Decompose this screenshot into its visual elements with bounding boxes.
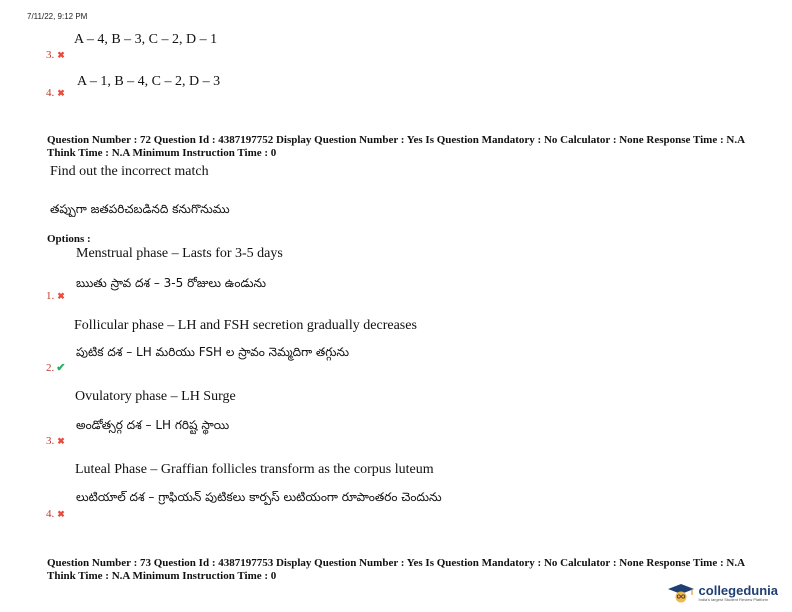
option-number: 4. <box>46 508 55 520</box>
option-number: 1. <box>46 290 55 302</box>
option-1-en: Menstrual phase – Lasts for 3-5 days <box>76 246 283 261</box>
option-2-te: పుటిక దశ – LH మరియు FSH ల స్రావం నెమ్మదిగా తగ్గును <box>76 345 349 359</box>
option-number: 2. <box>46 362 55 374</box>
prev-option-3 <box>46 45 65 63</box>
option-3-te: అండోత్సర్గ దశ – LH గరిష్ట స్థాయి <box>76 418 230 432</box>
option-3-en: Ovulatory phase – LH Surge <box>75 389 236 404</box>
wrong-mark-icon: ✖ <box>57 509 65 519</box>
timestamp: 7/11/22, 9:12 PM <box>27 12 88 21</box>
option-4-marker <box>46 504 65 522</box>
option-1-te: ఋతు స్రావ దశ – 3-5 రోజులు ఉండును <box>76 276 267 290</box>
option-4-te: లుటియాల్ దశ – గ్రాఫియన్ పుటికలు కార్పస్ లుటియంగా రూపాంతరం చెందును <box>76 490 442 504</box>
prev-option-4-text: A – 1, B – 4, C – 2, D – 3 <box>77 74 221 89</box>
option-3-marker <box>46 431 65 449</box>
wrong-mark-icon: ✖ <box>57 50 65 60</box>
graduate-cap-icon <box>667 582 695 604</box>
question-72-header: Question Number : 72 Question Id : 4387197752 Display Question Number : Yes Is Question Mandatory : No Calculator : None Response Time : N.A Think Time : N.A Minimum Instruction Time : 0 <box>47 134 745 159</box>
option-2-marker <box>46 358 65 376</box>
logo-tagline: India's largest Student Review Platform <box>698 597 769 602</box>
prev-option-3-text: A – 4, B – 3, C – 2, D – 1 <box>74 32 218 47</box>
correct-check-icon: ✔ <box>56 362 66 374</box>
wrong-mark-icon: ✖ <box>57 436 65 446</box>
prev-option-4 <box>46 83 65 101</box>
option-number: 3. <box>46 49 55 61</box>
question-prompt-en: Find out the incorrect match <box>50 164 209 179</box>
option-4-en: Luteal Phase – Graffian follicles transform as the corpus luteum <box>75 462 434 477</box>
option-number: 4. <box>46 87 55 99</box>
logo-name: collegedunia <box>698 583 778 598</box>
option-number: 3. <box>46 435 55 447</box>
question-73-header: Question Number : 73 Question Id : 4387197753 Display Question Number : Yes Is Question Mandatory : No Calculator : None Response Time : N.A Think Time : N.A Minimum Instruction Time : 0 <box>47 557 745 582</box>
option-2-en: Follicular phase – LH and FSH secretion gradually decreases <box>74 318 417 333</box>
question-prompt-te: తప్పుగా జతపరిచబడినది కనుగొనుము <box>50 202 230 216</box>
wrong-mark-icon: ✖ <box>57 88 65 98</box>
wrong-mark-icon: ✖ <box>57 291 65 301</box>
options-label: Options : <box>47 233 91 245</box>
collegedunia-logo <box>667 582 778 604</box>
option-1-marker <box>46 286 65 304</box>
